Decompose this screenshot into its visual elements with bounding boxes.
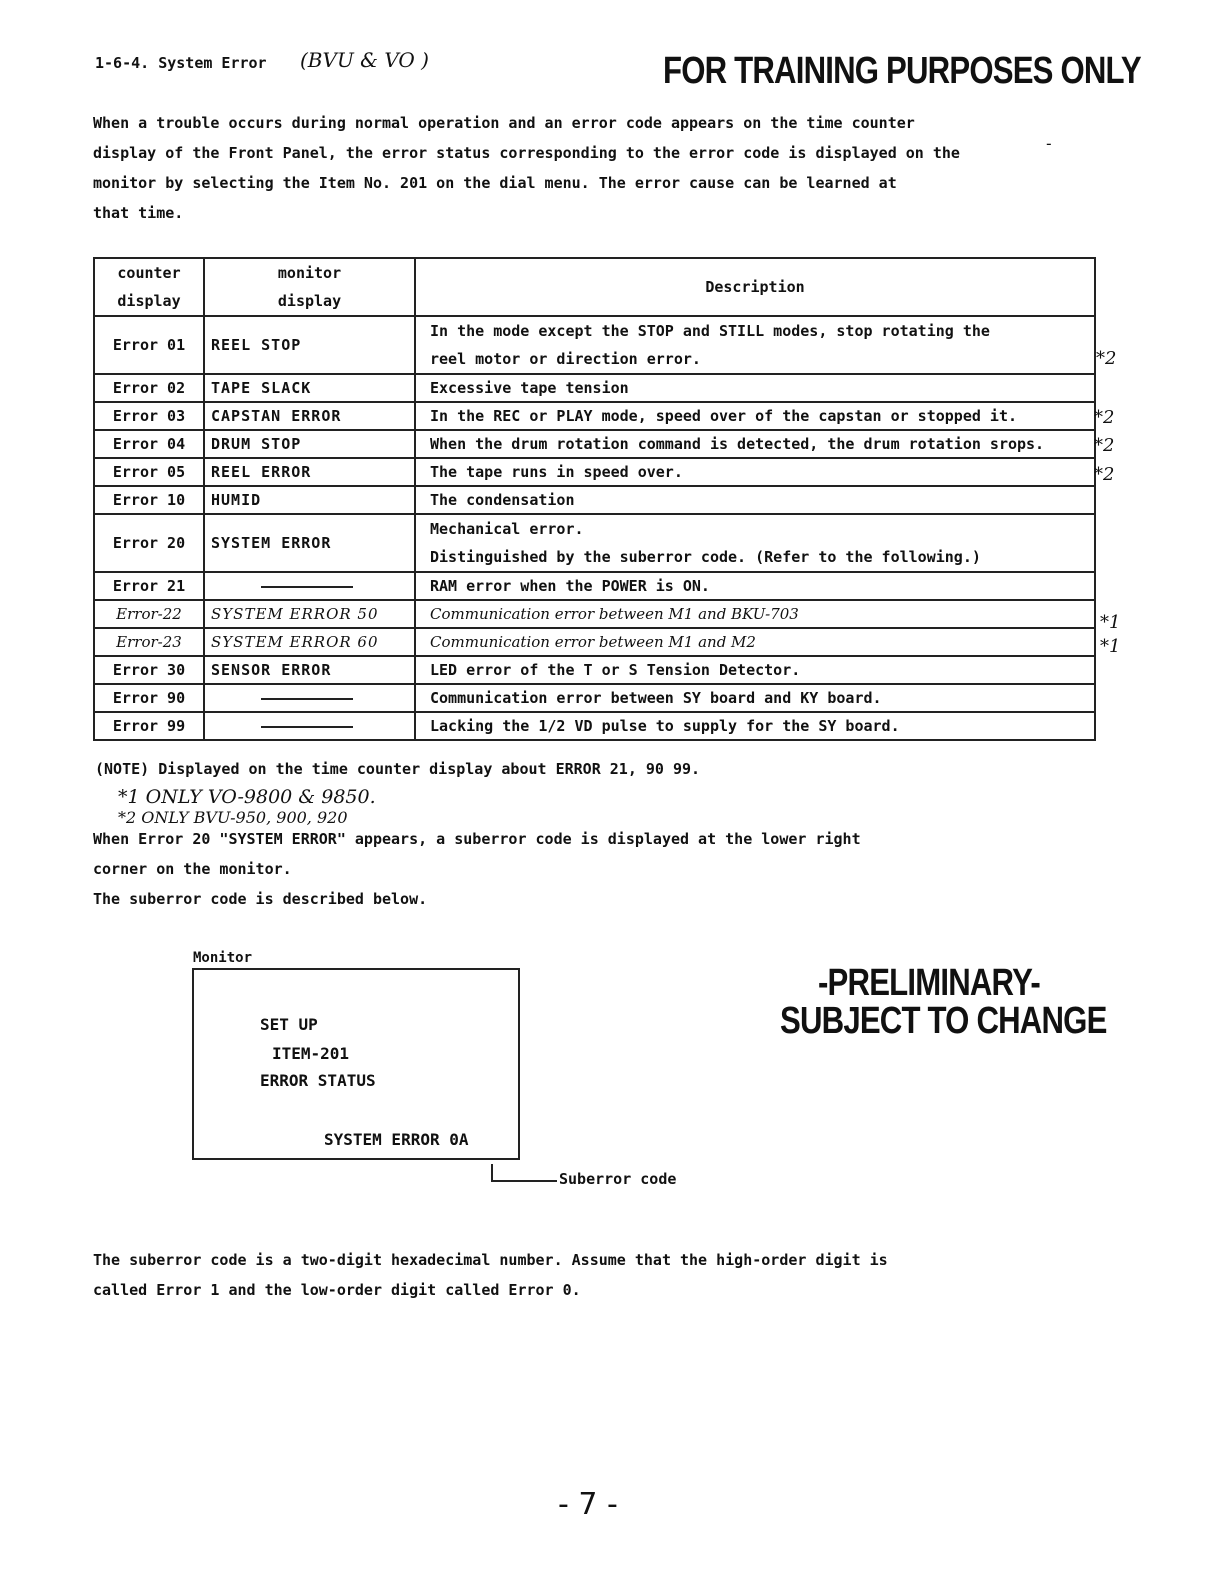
footnote-mark: *2 — [1094, 435, 1115, 456]
header-counter-display: counter display — [94, 258, 204, 316]
page-number: - 7 - — [558, 1487, 618, 1522]
paragraph-line: When Error 20 "SYSTEM ERROR" appears, a suberror code is displayed at the lower right — [93, 830, 861, 848]
intro-line: monitor by selecting the Item No. 201 on the dial menu. The error cause can be learned at — [93, 174, 897, 192]
paragraph-line: The suberror code is described below. — [93, 890, 428, 908]
table-row-handwritten: Error-22 SYSTEM ERROR 50 Communication error between M1 and BKU-703 — [94, 600, 1095, 628]
table-row: Error 01 REEL STOP In the mode except the STOP and STILL modes, stop rotating the reel motor or direction error. — [94, 316, 1095, 374]
section-title: 1-6-4. System Error — [95, 54, 267, 72]
table-header-row — [94, 258, 1095, 316]
table-row: Error 30 SENSOR ERROR LED error of the T or S Tension Detector. — [94, 656, 1095, 684]
intro-line: that time. — [93, 204, 184, 222]
table-row-handwritten: Error-23 SYSTEM ERROR 60 Communication error between M1 and M2 — [94, 628, 1095, 656]
paragraph-line: corner on the monitor. — [93, 860, 292, 878]
intro-line: When a trouble occurs during normal operation and an error code appears on the time counter — [93, 114, 915, 132]
blank-dash — [261, 586, 353, 588]
monitor-label: Monitor — [193, 950, 253, 966]
blank-dash — [261, 698, 353, 700]
blank-dash — [261, 726, 353, 728]
preliminary-stamp: -PRELIMINARY- — [818, 962, 1040, 1004]
table-row: Error 03 CAPSTAN ERROR In the REC or PLAY mode, speed over of the capstan or stopped it. — [94, 402, 1095, 430]
table-row: Error 20 SYSTEM ERROR Mechanical error. Distinguished by the suberror code. (Refer to the following.) — [94, 514, 1095, 572]
header-description: Description — [415, 258, 1095, 316]
table-row: Error 02 TAPE SLACK Excessive tape tension — [94, 374, 1095, 402]
section-models-handwritten: (BVU & VO ) — [300, 48, 429, 72]
footnote-mark: *1 — [1100, 612, 1121, 633]
subject-to-change-stamp: SUBJECT TO CHANGE — [780, 1000, 1107, 1042]
footnote-only-1: *1 ONLY VO-9800 & 9850. — [118, 786, 376, 808]
intro-line: display of the Front Panel, the error status corresponding to the error code is displayed on the — [93, 144, 960, 162]
footnote-mark: *2 — [1094, 407, 1115, 428]
pointer-line — [491, 1164, 493, 1180]
training-banner: FOR TRAINING PURPOSES ONLY — [663, 50, 1141, 92]
footnote-mark: *2 — [1096, 348, 1117, 369]
footnote-only-2: *2 ONLY BVU-950, 900, 920 — [118, 808, 348, 827]
header-monitor-display: monitor display — [204, 258, 415, 316]
suberror-intro-paragraph — [93, 824, 973, 914]
monitor-line: SET UP — [260, 1015, 318, 1034]
closing-paragraph — [93, 1245, 973, 1305]
table-row: Error 10 HUMID The condensation — [94, 486, 1095, 514]
pointer-line — [491, 1180, 557, 1182]
footnote-mark: *2 — [1094, 464, 1115, 485]
error-code-table — [93, 257, 1096, 741]
margin-dash-mark: - — [1044, 134, 1054, 153]
intro-paragraph — [93, 108, 973, 228]
table-row: Error 04 DRUM STOP When the drum rotation command is detected, the drum rotation srops. — [94, 430, 1095, 458]
table-row: Error 99 Lacking the 1/2 VD pulse to supply for the SY board. — [94, 712, 1095, 740]
note-text: (NOTE) Displayed on the time counter display about ERROR 21, 90 99. — [95, 760, 701, 778]
monitor-line: ERROR STATUS — [260, 1071, 376, 1090]
paragraph-line: called Error 1 and the low-order digit called Error 0. — [93, 1281, 581, 1299]
table-row: Error 05 REEL ERROR The tape runs in speed over. — [94, 458, 1095, 486]
monitor-suberror-line: SYSTEM ERROR 0A — [324, 1130, 469, 1149]
table-row: Error 90 Communication error between SY board and KY board. — [94, 684, 1095, 712]
table-row: Error 21 RAM error when the POWER is ON. — [94, 572, 1095, 600]
suberror-code-label: Suberror code — [559, 1170, 677, 1188]
footnote-mark: *1 — [1100, 636, 1121, 657]
paragraph-line: The suberror code is a two-digit hexadecimal number. Assume that the high-order digit is — [93, 1251, 888, 1269]
monitor-line: ITEM-201 — [272, 1044, 350, 1063]
